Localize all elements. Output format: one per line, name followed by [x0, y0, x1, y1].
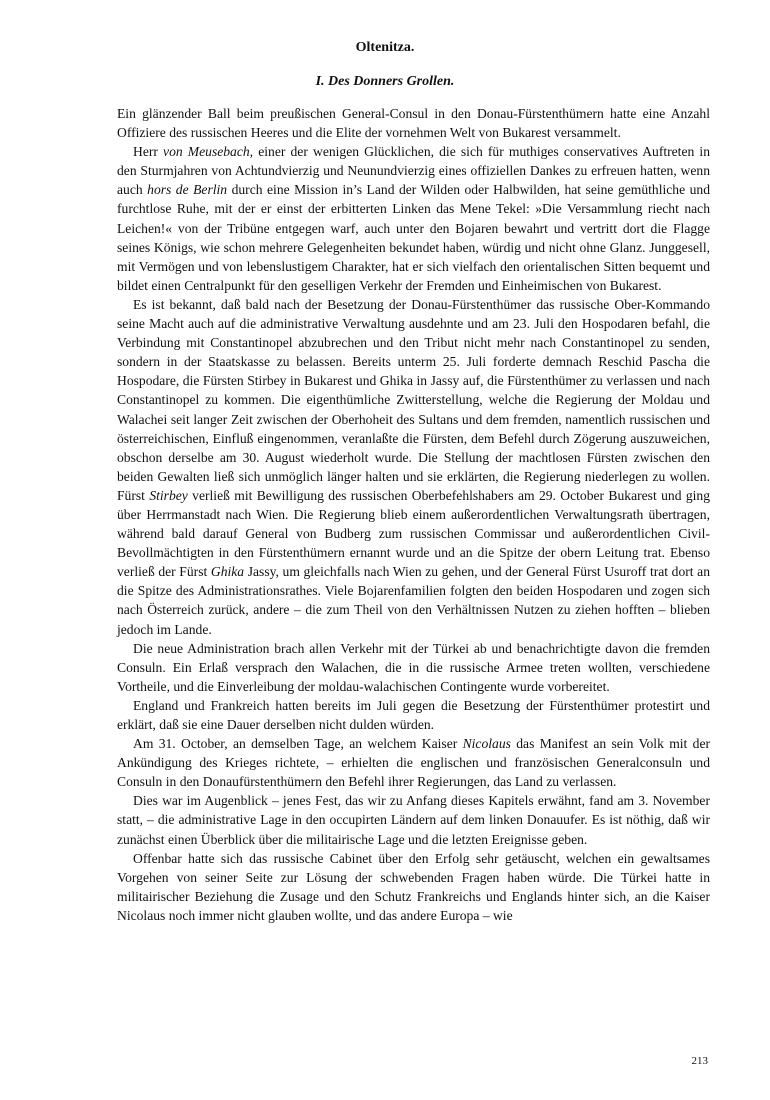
paragraph [117, 639, 710, 696]
text-segment: Jassy, um gleichfalls nach Wien zu gehen, und der General Fürst Usuroff trat dort an die Spitze des Administrationsrathes. Viele Bojarenfamilien folgten den beiden Hospodaren und zogen sich nach Österreich zurück, andere – die zum Theil von den Verhältnissen Nutzen zu ziehen hofften – blieben jedoch im Lande. [117, 564, 710, 637]
text-segment: Dies war im Augenblick – jenes Fest, das wir zu Anfang dieses Kapitels erwähnt, fand am 3. November statt, – die administrative Lage in den occupirten Ländern auf dem linken Donauufer. Es ist nöthig, daß wir zunächst einen Überblick über die militairische Lage und die letzten Ereignisse geben. [117, 793, 710, 847]
text-segment: durch eine Mission in’s Land der Wilden oder Halbwilden, hat seine gemüthliche und furchtlose Ruhe, mit der er einst der erbitterten Linken das Mene Tekel: »Die Versammlung riecht nach Leichen!« von der Tribüne entgegen warf, auch unter den Bojaren bewahrt und vertritt dort die Flagge seines Königs, wie schon mehrere Gelegenheiten bekundet haben, würdig und nicht ohne Glanz. Junggesell, mit Vermögen und von lebenslustigem Charakter, hat er sich vielfach den orientalischen Sitten bequemt und bildet einen Centralpunkt für den geselligen Verkehr der Fremden und Einheimischen von Bukarest. [117, 182, 711, 293]
paragraph [117, 104, 710, 142]
text-segment: England und Frankreich hatten bereits im Juli gegen die Besetzung der Fürstenthümer protestirt und erklärt, daß sie eine Dauer derselben nicht dulden würden. [117, 697, 710, 732]
text-segment: Es ist bekannt, daß bald nach der Besetzung der Donau-Fürstenthümer das russische Ober-Kommando seine Macht auch auf die administrative Verwaltung ausdehnte und am 23. Juli den Hospodaren befahl, die Verbindung mit Constantinopel abzubrechen und den Tribut nicht mehr nach Constantinopel zu senden, sondern in der Staatskasse zu belassen. Bereits unterm 25. Juli forderte demnach Reschid Pascha die Hospodare, die Fürsten Stirbey in Bukarest und Ghika in Jassy auf, die Fürstenthümer zu verlassen und nach Constantinopel zu kommen. Die eigenthümliche Zwitterstellung, welche die Regierung der Moldau und Walachei seit langer Zeit zwischen der Oberhoheit des Sultans und dem fremden, namentlich russischen und österreichischen, Einfluß eingenommen, veranlaßte die Fürsten, dem Befehl durch Zögerung auszuweichen, obschon derselbe am 30. August wiederholt wurde. Die Stellung der machtlosen Fürsten zwischen den beiden Gewalten ließ sich unmöglich länger halten und sie erklärten, die Regierung niederlegen zu wollen. Fürst [117, 296, 710, 503]
section-title: I. Des Donners Grollen. [315, 74, 455, 89]
italic-text: Ghika [210, 564, 245, 580]
text-segment: Am 31. October, an demselben Tage, an welchem Kaiser [133, 736, 463, 752]
text-segment: Offenbar hatte sich das russische Cabinet über den Erfolg sehr getäuscht, welchen ein gewaltsames Vorgehen von seiner Seite zur Lösung der schwebenden Fragen haben würde. Die Türkei hatte in militairischer Beziehung die Zusage und den Schutz Frankreichs und Englands hinter sich, an die Kaiser Nicolaus noch immer nicht glauben wollte, und das andere Europa – wie [117, 850, 710, 923]
paragraph [117, 734, 710, 791]
text-segment: das Manifest an sein Volk mit der Ankündigung des Krieges richtete, – erhielten die englischen und französischen Generalconsuln und Consuln in den Donaufürstenthümern den Befehl ihrer Regierungen, das Land zu verlassen. [117, 736, 711, 790]
body-text [117, 104, 710, 925]
text-segment: verließ mit Bewilligung des russischen Oberbefehlshabers am 29. October Bukarest und ging über Herrmanstadt nach Wien. Die Regierung blieb einem außerordentlichen Verwaltungsrath übertragen, während bald darauf General von Budberg zum russischen Commissar und außerordentlichen Civil-Bevollmächtigten in den Fürstenthümern ernannt wurde und an die Spitze der obern Leitung trat. Ebenso verließ der Fürst [117, 487, 711, 580]
paragraph [117, 295, 710, 639]
italic-text: Nicolaus [462, 736, 511, 752]
text-segment: Herr [133, 144, 164, 160]
text-segment: Die neue Administration brach allen Verkehr mit der Türkei ab und benachrichtigte davon die fremden Consuln. Ein Erlaß versprach den Walachen, die in die russische Armee treten wollten, verschiedene Vortheile, und die Einverleibung der moldau-walachischen Contingente wurde vorbereitet. [117, 640, 710, 694]
italic-text: hors de Berlin [147, 182, 228, 198]
italic-text: Stirbey [149, 487, 188, 503]
italic-text: von Meusebach, [163, 144, 254, 160]
paragraph [117, 696, 710, 734]
paragraph [117, 142, 710, 295]
chapter-title: Oltenitza. [355, 40, 415, 55]
text-segment: Ein glänzender Ball beim preußischen General-Consul in den Donau-Fürstenthümern hatte eine Anzahl Offiziere des russischen Heeres und die Elite der vornehmen Welt von Bukarest versammelt. [117, 106, 710, 141]
paragraph [117, 791, 710, 848]
paragraph [117, 849, 710, 925]
page-number: 213 [691, 1055, 708, 1067]
text-segment: einer der wenigen Glücklichen, die sich für muthiges conservatives Auftreten in den Sturmjahren von Achtundvierzig und Neunundvierzig eines offiziellen Dankes zu erfreuen hatten, wenn auch [117, 144, 710, 198]
